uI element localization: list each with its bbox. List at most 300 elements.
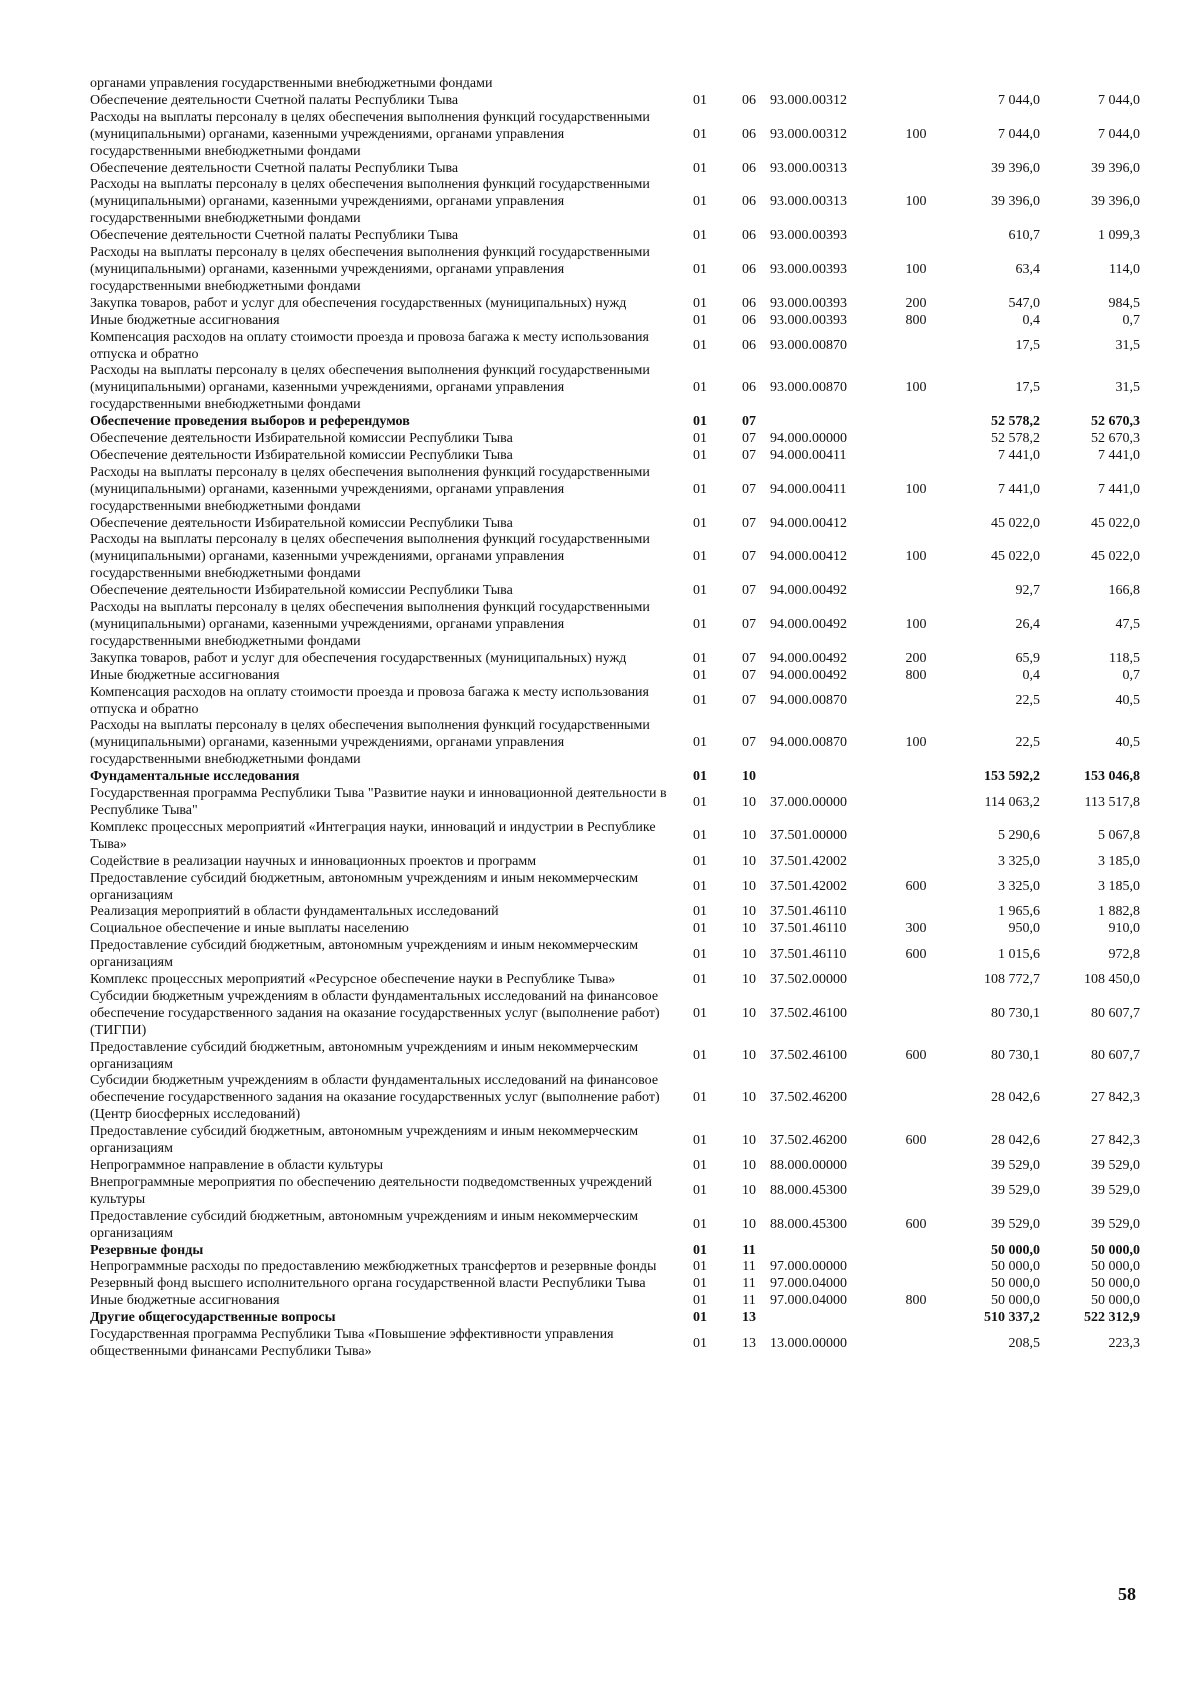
table-row <box>90 93 1140 110</box>
amount-year-1: 26,4 <box>1015 617 1040 632</box>
amount-year-2: 0,7 <box>1122 312 1140 328</box>
target-article-code: 37.501.46110 <box>770 904 847 920</box>
table-row <box>90 110 1140 161</box>
target-article-code: 37.502.46200 <box>770 1132 847 1148</box>
amount-year-2: 45 022,0 <box>1091 515 1140 531</box>
amount-year-2: 113 517,8 <box>1084 794 1140 810</box>
section-code: 01 <box>693 879 707 895</box>
amount-year-1: 28 042,6 <box>991 1090 1040 1106</box>
amount-year-2: 7 441,0 <box>1098 481 1140 497</box>
target-article-code <box>770 1243 888 1260</box>
section-code: 01 <box>693 126 707 142</box>
table-row <box>90 769 1140 786</box>
expense-name: Расходы на выплаты персоналу в целях обеспечения выполнения функций государственными (муниципальными) органами, казенными учреждениями, органами управления государственными внебюджетными фондами <box>90 177 650 227</box>
subsection-code: 06 <box>742 261 756 277</box>
subsection-code: 06 <box>742 338 756 354</box>
subsection-code <box>728 76 770 93</box>
expense-name: Компенсация расходов на оплату стоимости проезда и провоза багажа к месту использования отпуска и обратно <box>90 329 649 362</box>
table-row <box>90 330 1140 364</box>
target-article-code: 94.000.00492 <box>770 583 847 599</box>
subsection-code: 06 <box>742 228 756 244</box>
subsection-code: 06 <box>742 92 756 108</box>
subsection-code: 07 <box>742 414 756 430</box>
expense-type-code <box>888 228 944 245</box>
target-article-code: 94.000.00492 <box>770 617 847 632</box>
subsection-code: 13 <box>742 1335 756 1351</box>
subsection-code: 13 <box>742 1310 756 1326</box>
amount-year-2: 52 670,3 <box>1091 414 1140 430</box>
section-code: 01 <box>693 549 707 565</box>
amount-year-1: 50 000,0 <box>991 1259 1040 1275</box>
section-code: 01 <box>693 650 707 666</box>
section-code: 01 <box>693 414 707 430</box>
subsection-code: 07 <box>742 667 756 683</box>
expense-name: Обеспечение деятельности Избирательной комиссии Республики Тыва <box>90 447 513 463</box>
amount-year-1: 7 044,0 <box>998 126 1040 142</box>
expense-type-code: 100 <box>905 481 927 497</box>
table-row <box>90 1073 1140 1124</box>
expense-name: Государственная программа Республики Тыва «Повышение эффективности управления общественными финансами Республики Тыва» <box>90 1327 614 1359</box>
amount-year-1 <box>944 76 1040 93</box>
amount-year-2: 7 044,0 <box>1098 126 1140 142</box>
expense-type-code: 200 <box>905 295 927 311</box>
section-code: 01 <box>693 667 707 683</box>
target-article-code: 37.501.00000 <box>770 828 847 844</box>
expense-name: Предоставление субсидий бюджетным, автономным учреждениям и иным некоммерческим организациям <box>90 938 639 971</box>
amount-year-1: 7 044,0 <box>998 92 1040 108</box>
section-code: 01 <box>693 338 707 354</box>
expense-type-code: 100 <box>905 617 927 632</box>
expense-name: Субсидии бюджетным учреждениям в области фундаментальных исследований на финансовое обеспечение государственного задания на оказание государственных услуг (выполнение работ) (ТИГПИ) <box>90 988 660 1038</box>
table-row <box>90 76 1140 93</box>
target-article-code: 94.000.00492 <box>770 667 847 683</box>
amount-year-2: 39 529,0 <box>1091 1183 1140 1199</box>
subsection-code: 10 <box>742 1183 756 1199</box>
table-row <box>90 1175 1140 1209</box>
expense-type-code <box>888 820 944 854</box>
amount-year-2: 118,5 <box>1109 650 1140 666</box>
target-article-code <box>770 769 888 786</box>
target-article-code: 97.000.04000 <box>770 1276 847 1292</box>
expense-name: Реализация мероприятий в области фундаментальных исследований <box>90 904 499 920</box>
table-row <box>90 820 1140 854</box>
section-code: 01 <box>693 515 707 531</box>
expense-type-code <box>888 989 944 1040</box>
amount-year-1: 39 396,0 <box>991 194 1040 210</box>
target-article-code: 94.000.00412 <box>770 549 847 565</box>
amount-year-1: 80 730,1 <box>991 1048 1040 1064</box>
amount-year-1: 22,5 <box>1015 735 1040 751</box>
section-code: 01 <box>693 921 707 937</box>
expense-name: Государственная программа Республики Тыва "Развитие науки и инновационной деятельности в Республике Тыва" <box>90 786 667 818</box>
expense-type-code <box>888 1243 944 1260</box>
expense-type-code: 800 <box>905 312 927 328</box>
amount-year-2: 39 529,0 <box>1091 1158 1140 1173</box>
section-code: 01 <box>693 1158 707 1173</box>
amount-year-2: 1 882,8 <box>1098 904 1140 920</box>
expense-name: Обеспечение деятельности Избирательной комиссии Республики Тыва <box>90 583 513 599</box>
amount-year-1: 0,4 <box>1022 667 1040 683</box>
table-row <box>90 1310 1140 1327</box>
amount-year-2: 52 670,3 <box>1091 431 1140 447</box>
expense-type-code: 600 <box>905 946 927 962</box>
section-code: 01 <box>693 1005 707 1021</box>
expense-name: Субсидии бюджетным учреждениям в области фундаментальных исследований на финансовое обеспечение государственного задания на оказание государственных услуг (выполнение работ) (Центр биосферных исследований) <box>90 1073 660 1123</box>
table-row <box>90 668 1140 685</box>
expense-type-code <box>888 1310 944 1327</box>
amount-year-1: 22,5 <box>1015 693 1040 709</box>
subsection-code: 06 <box>742 295 756 311</box>
section-code: 01 <box>693 1310 707 1326</box>
expense-name: Закупка товаров, работ и услуг для обеспечения государственных (муниципальных) нужд <box>90 650 627 666</box>
section-code: 01 <box>693 946 707 962</box>
section-code: 01 <box>693 228 707 244</box>
section-code: 01 <box>693 1132 707 1148</box>
amount-year-1: 39 529,0 <box>991 1158 1040 1173</box>
expense-type-code <box>888 972 944 989</box>
amount-year-2: 7 044,0 <box>1098 92 1140 108</box>
amount-year-1: 65,9 <box>1015 650 1040 666</box>
expense-type-code <box>888 1327 944 1361</box>
expense-type-code: 600 <box>905 1048 927 1064</box>
amount-year-1: 50 000,0 <box>991 1276 1040 1292</box>
expense-name: Иные бюджетные ассигнования <box>90 667 280 683</box>
amount-year-2: 40,5 <box>1115 693 1140 709</box>
target-article-code: 37.000.00000 <box>770 794 847 810</box>
amount-year-2: 39 529,0 <box>1091 1217 1140 1233</box>
amount-year-1: 17,5 <box>1015 380 1040 396</box>
expense-type-code: 600 <box>905 1217 927 1233</box>
amount-year-2: 40,5 <box>1115 735 1140 751</box>
table-row <box>90 854 1140 871</box>
expense-type-code <box>888 1259 944 1276</box>
section-code: 01 <box>693 828 707 844</box>
expense-name: Предоставление субсидий бюджетным, автономным учреждениям и иным некоммерческим организациям <box>90 1124 639 1157</box>
target-article-code: 93.000.00393 <box>770 228 847 244</box>
section-code: 01 <box>693 481 707 497</box>
amount-year-2 <box>1040 76 1140 93</box>
subsection-code: 11 <box>742 1276 756 1292</box>
amount-year-1: 63,4 <box>1015 261 1040 277</box>
amount-year-1: 17,5 <box>1015 338 1040 354</box>
subsection-code: 10 <box>742 1090 756 1106</box>
target-article-code: 93.000.00312 <box>770 126 847 142</box>
section-code: 01 <box>693 1335 707 1351</box>
target-article-code: 94.000.00870 <box>770 693 847 709</box>
target-article-code: 37.502.46200 <box>770 1090 847 1106</box>
section-code: 01 <box>693 1276 707 1292</box>
subsection-code: 10 <box>742 1005 756 1021</box>
amount-year-1: 92,7 <box>1015 583 1040 599</box>
amount-year-2: 31,5 <box>1115 338 1140 354</box>
target-article-code: 94.000.00870 <box>770 735 847 751</box>
page-number: 58 <box>1118 1584 1136 1604</box>
section-code: 01 <box>693 1259 707 1275</box>
expense-name: Расходы на выплаты персоналу в целях обеспечения выполнения функций государственными (муниципальными) органами, казенными учреждениями, органами управления государственными внебюджетными фондами <box>90 532 650 582</box>
expense-type-code: 100 <box>905 549 927 565</box>
subsection-code: 10 <box>742 946 756 962</box>
target-article-code: 93.000.00393 <box>770 261 847 277</box>
table-row <box>90 448 1140 465</box>
expense-name: Комплекс процессных мероприятий «Интеграция науки, инноваций и индустрии в Республике Тыва» <box>90 819 656 852</box>
amount-year-1: 3 325,0 <box>998 879 1040 895</box>
expense-name: Обеспечение проведения выборов и референдумов <box>90 414 410 430</box>
target-article-code: 88.000.45300 <box>770 1183 847 1199</box>
expense-name: Обеспечение деятельности Счетной палаты Республики Тыва <box>90 228 459 244</box>
expense-type-code <box>888 786 944 820</box>
section-code: 01 <box>693 617 707 632</box>
amount-year-2: 910,0 <box>1108 921 1140 937</box>
table-row <box>90 583 1140 600</box>
section-code: 01 <box>693 447 707 463</box>
table-row <box>90 1276 1140 1293</box>
subsection-code: 10 <box>742 853 756 869</box>
table-row <box>90 1259 1140 1276</box>
target-article-code: 37.501.46110 <box>770 921 847 937</box>
target-article-code: 93.000.00312 <box>770 92 847 108</box>
expense-name: органами управления государственными внебюджетными фондами <box>90 76 493 91</box>
section-code: 01 <box>693 853 707 869</box>
table-row <box>90 972 1140 989</box>
target-article-code: 93.000.00313 <box>770 160 847 176</box>
table-row <box>90 532 1140 583</box>
expense-type-code <box>888 1158 944 1175</box>
subsection-code: 10 <box>742 921 756 937</box>
expense-type-code <box>888 1276 944 1293</box>
amount-year-2: 45 022,0 <box>1091 549 1140 565</box>
expense-type-code: 600 <box>905 1132 927 1148</box>
budget-table <box>90 76 1140 1361</box>
section-code: 01 <box>693 769 707 785</box>
section-code: 01 <box>693 92 707 108</box>
section-code: 01 <box>693 295 707 311</box>
expense-type-code <box>888 1073 944 1124</box>
table-row <box>90 161 1140 178</box>
amount-year-2: 39 396,0 <box>1091 194 1140 210</box>
expense-type-code: 800 <box>905 667 927 683</box>
amount-year-1: 39 529,0 <box>991 1217 1040 1233</box>
target-article-code: 97.000.04000 <box>770 1293 847 1309</box>
amount-year-2: 108 450,0 <box>1084 972 1140 988</box>
amount-year-1: 1 015,6 <box>998 946 1040 962</box>
section-code: 01 <box>693 1217 707 1233</box>
expense-name: Непрограммные расходы по предоставлению межбюджетных трансфертов и резервные фонды <box>90 1259 657 1275</box>
section-code: 01 <box>693 735 707 751</box>
amount-year-1: 208,5 <box>1008 1335 1040 1351</box>
expense-type-code: 100 <box>905 380 927 396</box>
expense-name: Предоставление субсидий бюджетным, автономным учреждениям и иным некоммерческим организациям <box>90 870 639 903</box>
subsection-code: 11 <box>742 1293 756 1309</box>
subsection-code: 06 <box>742 194 756 210</box>
amount-year-2: 1 099,3 <box>1098 228 1140 244</box>
table-row <box>90 465 1140 516</box>
table-row <box>90 1158 1140 1175</box>
amount-year-2: 80 607,7 <box>1091 1005 1140 1021</box>
target-article-code: 37.502.00000 <box>770 972 847 988</box>
table-row <box>90 871 1140 905</box>
amount-year-2: 114,0 <box>1109 261 1140 277</box>
budget-table-body <box>90 76 1140 1361</box>
subsection-code: 06 <box>742 380 756 396</box>
target-article-code: 93.000.00393 <box>770 312 847 328</box>
target-article-code: 94.000.00492 <box>770 650 847 666</box>
target-article-code: 93.000.00870 <box>770 380 847 396</box>
target-article-code: 94.000.00411 <box>770 447 847 463</box>
amount-year-2: 153 046,8 <box>1084 769 1140 785</box>
expense-name: Внепрограммные мероприятия по обеспечению деятельности подведомственных учреждений культуры <box>90 1174 652 1207</box>
table-row <box>90 786 1140 820</box>
table-row <box>90 177 1140 228</box>
section-code: 01 <box>693 904 707 920</box>
expense-type-code <box>888 431 944 448</box>
expense-type-code <box>888 583 944 600</box>
amount-year-1: 39 529,0 <box>991 1183 1040 1199</box>
amount-year-1: 0,4 <box>1022 312 1040 328</box>
subsection-code: 07 <box>742 447 756 463</box>
target-article-code: 97.000.00000 <box>770 1259 847 1275</box>
amount-year-1: 5 290,6 <box>998 828 1040 844</box>
expense-name: Социальное обеспечение и иные выплаты населению <box>90 921 409 937</box>
amount-year-2: 3 185,0 <box>1098 879 1140 895</box>
amount-year-1: 80 730,1 <box>991 1005 1040 1021</box>
target-article-code: 93.000.00393 <box>770 295 847 311</box>
expense-type-code: 100 <box>905 261 927 277</box>
expense-type-code: 100 <box>905 126 927 142</box>
expense-name: Расходы на выплаты персоналу в целях обеспечения выполнения функций государственными (муниципальными) органами, казенными учреждениями, органами управления государственными внебюджетными фондами <box>90 245 650 294</box>
amount-year-1: 7 441,0 <box>998 447 1040 463</box>
amount-year-1: 547,0 <box>1008 295 1040 311</box>
amount-year-2: 31,5 <box>1115 380 1140 396</box>
section-code: 01 <box>693 1183 707 1199</box>
table-row <box>90 1124 1140 1158</box>
subsection-code: 10 <box>742 1217 756 1233</box>
amount-year-1: 153 592,2 <box>984 769 1040 785</box>
amount-year-2: 522 312,9 <box>1084 1310 1140 1326</box>
expense-type-code <box>888 904 944 921</box>
subsection-code: 06 <box>742 126 756 142</box>
target-article-code: 37.501.42002 <box>770 879 847 895</box>
subsection-code: 10 <box>742 1132 756 1148</box>
target-article-code <box>770 76 888 93</box>
target-article-code: 37.501.42002 <box>770 853 847 869</box>
expense-type-code <box>888 448 944 465</box>
target-article-code <box>770 1310 888 1327</box>
table-row <box>90 313 1140 330</box>
expense-type-code: 600 <box>905 879 927 895</box>
subsection-code: 10 <box>742 769 756 785</box>
section-code: 01 <box>693 261 707 277</box>
expense-type-code <box>888 516 944 533</box>
expense-name: Обеспечение деятельности Счетной палаты Республики Тыва <box>90 92 459 108</box>
amount-year-1: 52 578,2 <box>991 431 1040 447</box>
subsection-code: 11 <box>742 1242 756 1258</box>
subsection-code: 07 <box>742 431 756 447</box>
subsection-code: 07 <box>742 650 756 666</box>
table-row <box>90 938 1140 972</box>
amount-year-1: 45 022,0 <box>991 515 1040 531</box>
expense-type-code <box>888 161 944 178</box>
target-article-code <box>770 414 888 431</box>
subsection-code: 06 <box>742 312 756 328</box>
amount-year-2: 27 842,3 <box>1091 1090 1140 1106</box>
expense-type-code <box>888 769 944 786</box>
table-row <box>90 414 1140 431</box>
table-row <box>90 718 1140 769</box>
target-article-code: 94.000.00412 <box>770 515 847 531</box>
expense-name: Обеспечение деятельности Избирательной комиссии Республики Тыва <box>90 515 513 531</box>
subsection-code: 10 <box>742 1048 756 1064</box>
expense-name: Предоставление субсидий бюджетным, автономным учреждениям и иным некоммерческим организациям <box>90 1039 639 1072</box>
table-row <box>90 1209 1140 1243</box>
subsection-code: 07 <box>742 515 756 531</box>
target-article-code: 37.501.46110 <box>770 946 847 962</box>
subsection-code: 07 <box>742 617 756 632</box>
amount-year-2: 27 842,3 <box>1091 1132 1140 1148</box>
table-row <box>90 1293 1140 1310</box>
section-code: 01 <box>693 380 707 396</box>
expense-name: Расходы на выплаты персоналу в целях обеспечения выполнения функций государственными (муниципальными) органами, казенными учреждениями, органами управления государственными внебюджетными фондами <box>90 109 650 159</box>
expense-name: Закупка товаров, работ и услуг для обеспечения государственных (муниципальных) нужд <box>90 295 627 311</box>
expense-type-code <box>888 685 944 719</box>
target-article-code: 37.502.46100 <box>770 1005 847 1021</box>
section-code: 01 <box>693 1090 707 1106</box>
subsection-code: 06 <box>742 160 756 176</box>
target-article-code: 37.502.46100 <box>770 1048 847 1064</box>
target-article-code: 13.000.00000 <box>770 1335 847 1351</box>
target-article-code: 93.000.00870 <box>770 338 847 354</box>
expense-name: Фундаментальные исследования <box>90 769 300 785</box>
expense-type-code: 300 <box>905 921 927 937</box>
table-row <box>90 296 1140 313</box>
amount-year-2: 50 000,0 <box>1091 1259 1140 1275</box>
subsection-code: 10 <box>742 972 756 988</box>
amount-year-2: 80 607,7 <box>1091 1048 1140 1064</box>
subsection-code: 07 <box>742 549 756 565</box>
amount-year-2: 5 067,8 <box>1098 828 1140 844</box>
table-row <box>90 431 1140 448</box>
subsection-code: 10 <box>742 879 756 895</box>
subsection-code: 07 <box>742 481 756 497</box>
table-row <box>90 1327 1140 1361</box>
target-article-code: 94.000.00000 <box>770 431 847 447</box>
table-row <box>90 228 1140 245</box>
section-code: 01 <box>693 693 707 709</box>
amount-year-2: 984,5 <box>1108 295 1140 311</box>
expense-name: Содействие в реализации научных и инновационных проектов и программ <box>90 853 537 869</box>
expense-name: Расходы на выплаты персоналу в целях обеспечения выполнения функций государственными (муниципальными) органами, казенными учреждениями, органами управления государственными внебюджетными фондами <box>90 464 650 514</box>
section-code: 01 <box>693 160 707 176</box>
amount-year-2: 223,3 <box>1108 1335 1140 1351</box>
target-article-code: 94.000.00411 <box>770 481 847 497</box>
target-article-code: 88.000.00000 <box>770 1158 847 1173</box>
subsection-code: 07 <box>742 693 756 709</box>
target-article-code: 88.000.45300 <box>770 1217 847 1233</box>
table-row <box>90 600 1140 651</box>
subsection-code: 11 <box>742 1259 756 1275</box>
amount-year-2: 166,8 <box>1108 583 1140 599</box>
expense-name: Расходы на выплаты персоналу в целях обеспечения выполнения функций государственными (муниципальными) органами, казенными учреждениями, органами управления государственными внебюджетными фондами <box>90 718 650 768</box>
section-code <box>672 76 728 93</box>
table-row <box>90 904 1140 921</box>
table-row <box>90 1040 1140 1074</box>
section-code: 01 <box>693 431 707 447</box>
expense-name: Иные бюджетные ассигнования <box>90 312 280 328</box>
amount-year-2: 7 441,0 <box>1098 447 1140 463</box>
expense-name: Обеспечение деятельности Избирательной комиссии Республики Тыва <box>90 431 513 447</box>
expense-name: Компенсация расходов на оплату стоимости проезда и провоза багажа к месту использования отпуска и обратно <box>90 684 649 717</box>
expense-name: Предоставление субсидий бюджетным, автономным учреждениям и иным некоммерческим организациям <box>90 1208 639 1241</box>
amount-year-1: 50 000,0 <box>991 1242 1040 1258</box>
